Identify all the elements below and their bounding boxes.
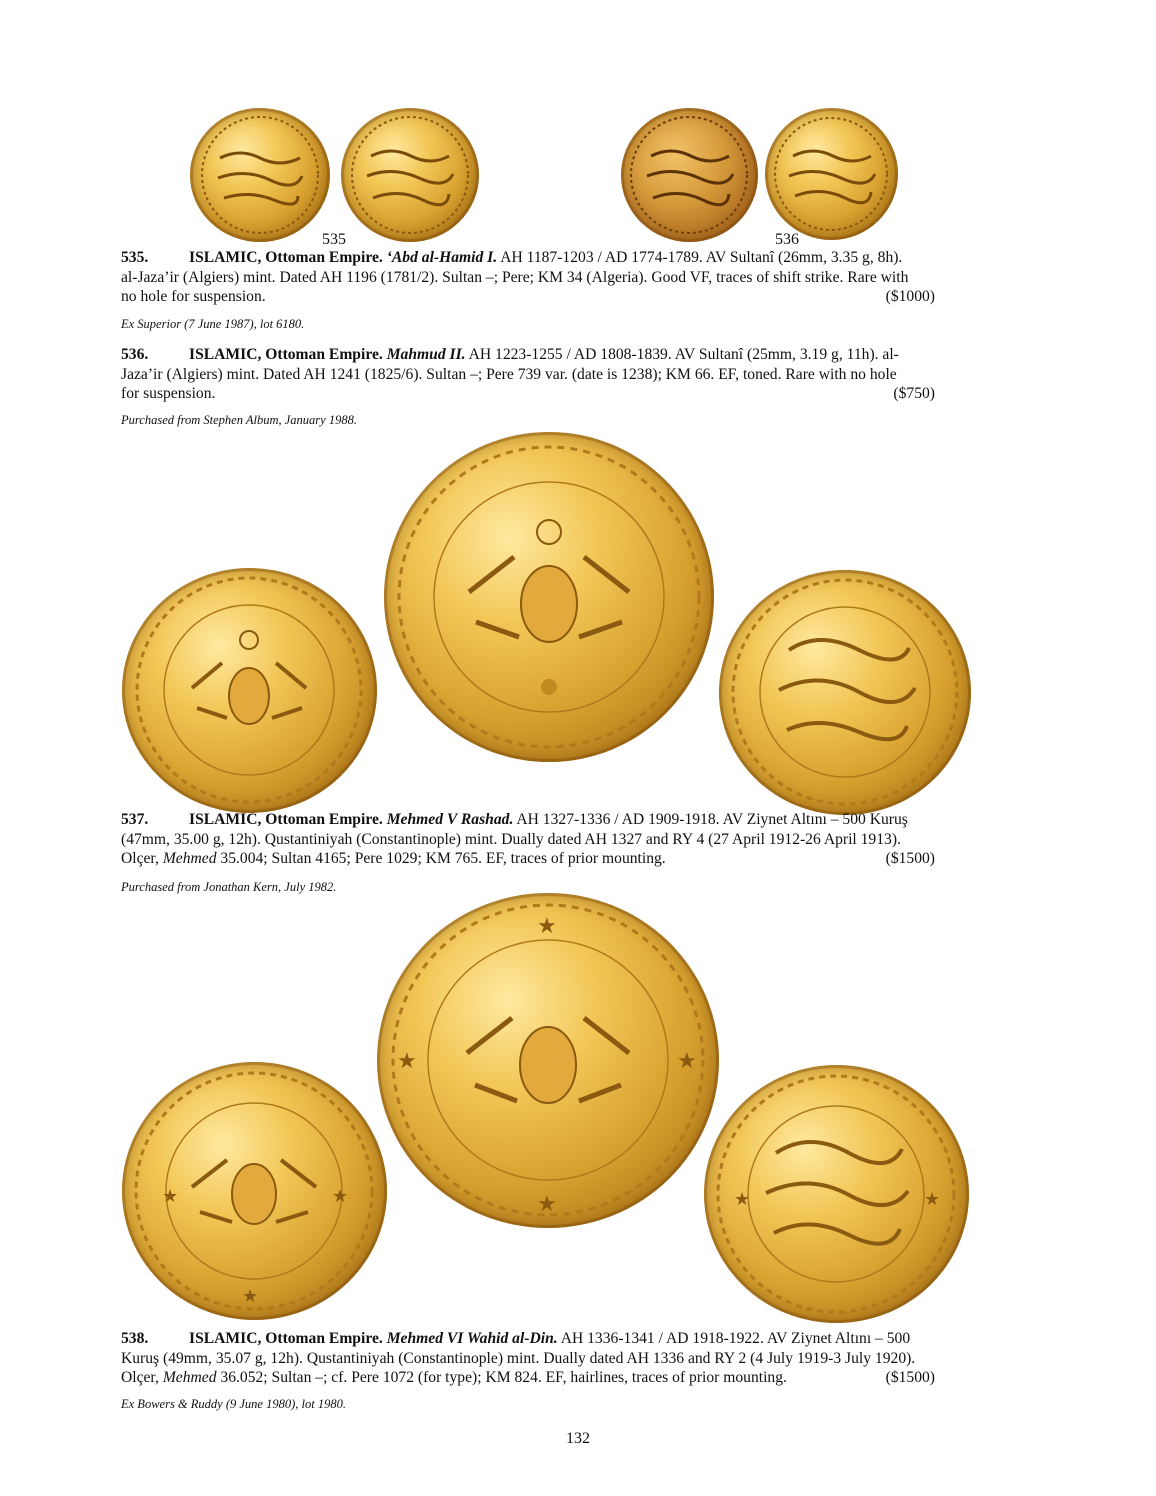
lot-line3-a: Olçer, <box>121 850 159 867</box>
lot-535-entry <box>121 248 971 307</box>
lot-line2: Jaza’ir (Algiers) mint. Dated AH 1241 (1825/6). Sultan –; Pere 739 var. (date is 1238); KM 66. EF, toned. Rare with no hole <box>121 365 897 383</box>
lot-number: 537. <box>121 811 149 828</box>
coin-537-reverse <box>719 570 971 815</box>
lot-number: 535. <box>121 249 149 266</box>
svg-text:★: ★ <box>537 1191 557 1216</box>
lot-ruler: Mehmed V Rashad. <box>386 811 514 828</box>
lot-ruler: Mahmud II. <box>386 346 466 363</box>
lot-line3: for suspension. <box>121 385 216 402</box>
coin-536-reverse <box>765 108 898 240</box>
lot-line3-ref: Mehmed <box>162 850 217 867</box>
svg-text:★: ★ <box>242 1286 259 1306</box>
svg-text:★: ★ <box>677 1048 697 1073</box>
lot-ruler: ‘Abd al-Hamid I. <box>386 249 498 266</box>
lot-line3: no hole for suspension. <box>121 288 266 305</box>
lot-537-provenance: Purchased from Jonathan Kern, July 1982. <box>121 880 337 894</box>
coin-538-obverse-large <box>377 893 719 1228</box>
svg-text:★: ★ <box>537 913 557 938</box>
coin-538-reverse <box>704 1065 969 1323</box>
coin-537-obverse-small <box>122 568 377 813</box>
coin-538-obverse-small <box>122 1062 387 1320</box>
svg-text:★: ★ <box>397 1048 417 1073</box>
svg-text:★: ★ <box>162 1186 179 1206</box>
coin-label-536: 536 <box>775 231 799 248</box>
page-number: 132 <box>566 1430 590 1447</box>
lot-number: 538. <box>121 1330 149 1347</box>
lot-line3-c: 35.004; Sultan 4165; Pere 1029; KM 765. EF, traces of prior mounting. <box>220 850 666 867</box>
lot-line1: AH 1336-1341 / AD 1918-1922. AV Ziynet Altını – 500 <box>560 1330 911 1347</box>
coin-536-obverse <box>621 108 758 242</box>
lot-line1: AH 1187-1203 / AD 1774-1789. AV Sultanî (26mm, 3.35 g, 8h). <box>500 249 903 266</box>
lot-price: ($1000) <box>885 288 935 305</box>
lot-price: ($1500) <box>885 850 935 867</box>
lot-ruler: Mehmed VI Wahid al-Din. <box>386 1330 558 1347</box>
lot-537-entry <box>121 810 971 869</box>
lot-price: ($1500) <box>885 1369 935 1386</box>
lot-line1: AH 1223-1255 / AD 1808-1839. AV Sultanî (25mm, 3.19 g, 11h). al- <box>468 346 899 363</box>
svg-text:★: ★ <box>332 1186 349 1206</box>
lot-line3-c: 36.052; Sultan –; cf. Pere 1072 (for type); KM 824. EF, hairlines, traces of prior mounting. <box>220 1369 787 1386</box>
lot-536-entry <box>121 345 971 404</box>
lot-heading: ISLAMIC, Ottoman Empire. <box>189 811 383 828</box>
coin-535-reverse <box>341 108 479 242</box>
svg-text:★: ★ <box>734 1189 751 1209</box>
lot-line2: Kuruş (49mm, 35.07 g, 12h). Qustantiniyah (Constantinople) mint. Dually dated AH 1336 and RY 2 (4 July 1919-3 July 1920). <box>121 1349 916 1367</box>
lot-line2: al-Jaza’ir (Algiers) mint. Dated AH 1196 (1781/2). Sultan –; Pere; KM 34 (Algeria). Good VF, traces of shift strike. Rare with <box>121 268 909 286</box>
lot-number: 536. <box>121 346 149 363</box>
lot-line1: AH 1327-1336 / AD 1909-1918. AV Ziynet Altını – 500 Kuruş <box>516 811 908 828</box>
lot-538-entry <box>121 1329 971 1388</box>
lot-535-provenance: Ex Superior (7 June 1987), lot 6180. <box>121 317 305 331</box>
lot-536-provenance: Purchased from Stephen Album, January 1988. <box>121 413 357 427</box>
lot-line2: (47mm, 35.00 g, 12h). Qustantiniyah (Constantinople) mint. Dually dated AH 1327 and RY 4 (27 April 1912-26 April 1913). <box>121 830 901 848</box>
lot-line3-ref: Mehmed <box>162 1369 217 1386</box>
lot-heading: ISLAMIC, Ottoman Empire. <box>189 1330 383 1347</box>
lot-heading: ISLAMIC, Ottoman Empire. <box>189 249 383 266</box>
lot-price: ($750) <box>893 385 935 402</box>
lot-538-provenance: Ex Bowers & Ruddy (9 June 1980), lot 1980. <box>121 1397 346 1411</box>
coin-535-obverse <box>190 108 330 242</box>
lot-line3-a: Olçer, <box>121 1369 159 1386</box>
coin-label-535: 535 <box>322 231 346 248</box>
svg-text:★: ★ <box>924 1189 941 1209</box>
lot-heading: ISLAMIC, Ottoman Empire. <box>189 346 383 363</box>
coin-537-obverse-large <box>384 432 714 762</box>
